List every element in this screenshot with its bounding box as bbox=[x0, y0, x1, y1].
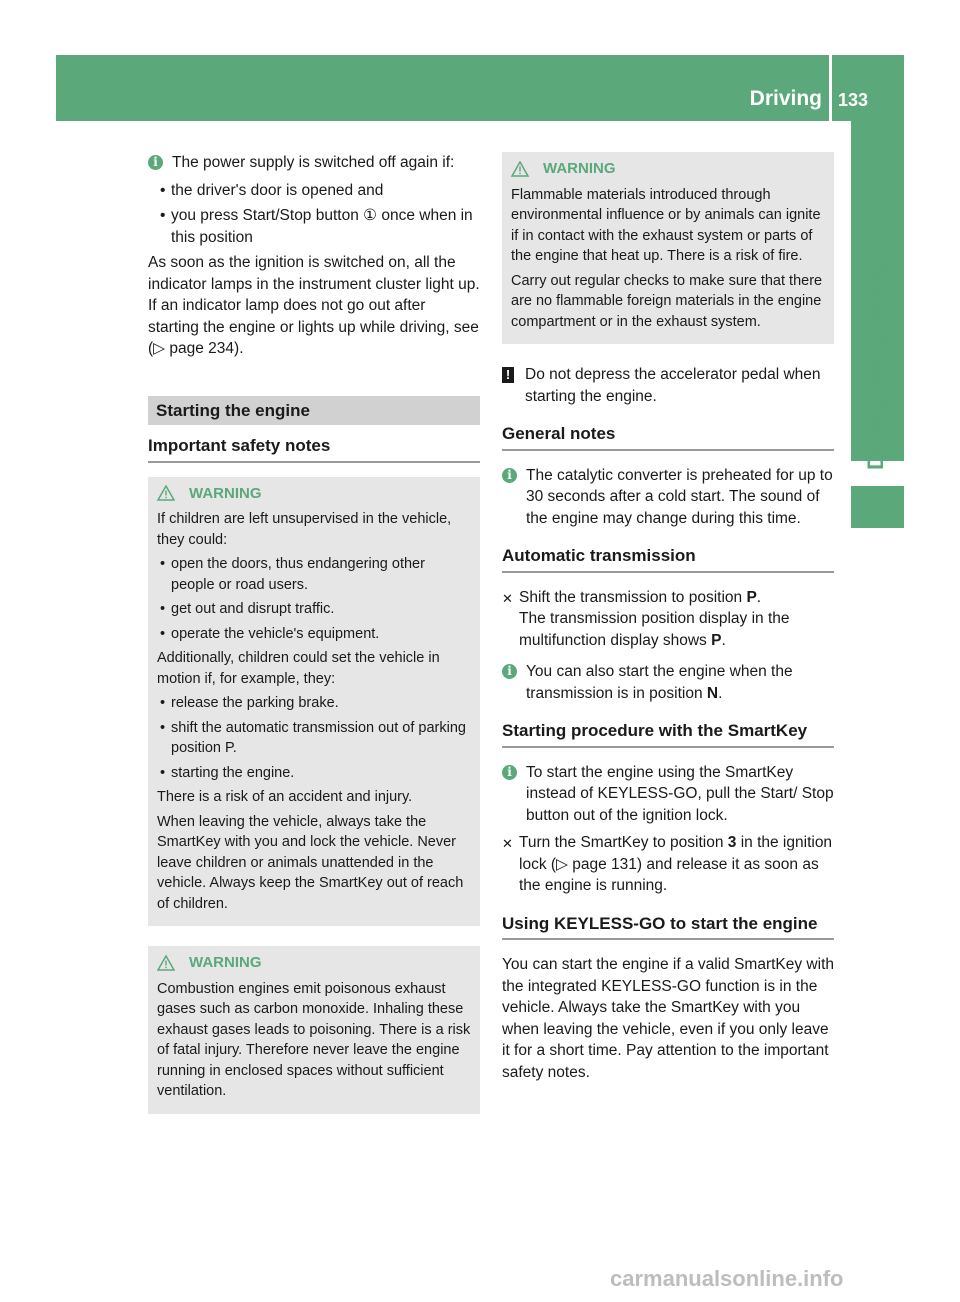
info-icon: i bbox=[502, 765, 517, 780]
caution-note bbox=[502, 364, 834, 407]
list-item: • shift the automatic transmission out of parking position P. bbox=[157, 718, 472, 759]
info-text: To start the engine using the SmartKey instead of KEYLESS-GO, pull the Start/ Stop button out of the ignition lock. bbox=[526, 763, 834, 824]
info-note bbox=[502, 762, 834, 827]
page-number: 133 bbox=[838, 90, 869, 110]
step-text: Shift the transmission to position P. The transmission position display in the multifunction display shows P. bbox=[519, 588, 790, 649]
bullet-list bbox=[148, 180, 480, 249]
chapter-marker-block bbox=[851, 486, 904, 528]
exclamation-icon: ! bbox=[502, 367, 514, 383]
warning-triangle-icon bbox=[157, 955, 175, 971]
info-icon: i bbox=[502, 664, 517, 679]
bullet-list bbox=[157, 554, 472, 644]
warning-triangle-icon bbox=[511, 161, 529, 177]
watermark: carmanualsonline.info bbox=[610, 1266, 844, 1291]
left-column bbox=[148, 152, 480, 1134]
info-note bbox=[502, 465, 834, 530]
subsection-heading: Using KEYLESS-GO to start the engine bbox=[502, 913, 834, 941]
list-item: • release the parking brake. bbox=[157, 693, 472, 714]
list-item: • you press Start/Stop button ① once when in this position bbox=[157, 205, 480, 248]
warning-text: Additionally, children could set the vehicle in motion if, for example, they: bbox=[157, 650, 440, 687]
info-text: You can also start the engine when the transmission is in position N. bbox=[526, 663, 793, 702]
warning-text: When leaving the vehicle, always take the SmartKey with you and lock the vehicle. Never leave children or animals unattended in the vehicle. Always keep the SmartKey out of reach of children. bbox=[157, 813, 464, 912]
subsection-heading: General notes bbox=[502, 423, 834, 451]
list-item: • starting the engine. bbox=[157, 763, 472, 784]
warning-box bbox=[502, 152, 834, 344]
warning-text: There is a risk of an accident and injury. bbox=[157, 789, 413, 805]
warning-text: Carry out regular checks to make sure that there are no flammable foreign materials in the engine compartment or in the exhaust system. bbox=[511, 272, 823, 330]
paragraph: As soon as the ignition is switched on, all the indicator lamps in the instrument cluster light up. If an indicator lamp does not go out after starting the engine or lights up while driving, see (▷ page 234). bbox=[148, 254, 480, 357]
list-item: • get out and disrupt traffic. bbox=[157, 599, 472, 620]
warning-triangle-icon bbox=[157, 485, 175, 501]
list-item: • operate the vehicle's equipment. bbox=[157, 624, 472, 645]
warning-title bbox=[511, 158, 826, 180]
info-note bbox=[502, 661, 834, 704]
info-icon: i bbox=[502, 468, 517, 483]
step-arrow-icon: ✕ bbox=[502, 590, 513, 606]
warning-text: Flammable materials introduced through environmental influence or by animals can ignite if in contact with the exhaust system or parts of the engine that heat up. There is a risk of fire. bbox=[511, 186, 821, 264]
subsection-heading: Automatic transmission bbox=[502, 545, 834, 573]
subsection-heading: Starting procedure with the SmartKey bbox=[502, 720, 834, 748]
list-item: • the driver's door is opened and bbox=[157, 180, 480, 202]
section-heading: Starting the engine bbox=[148, 396, 480, 426]
warning-title bbox=[157, 483, 472, 505]
warning-text: If children are left unsupervised in the vehicle, they could: bbox=[157, 511, 452, 548]
instruction-step bbox=[502, 832, 834, 897]
info-text: The catalytic converter is preheated for up to 30 seconds after a cold start. The sound of the engine may change during this time. bbox=[526, 466, 833, 527]
warning-text: Combustion engines emit poisonous exhaust gases such as carbon monoxide. Inhaling these exhaust gases leads to poisoning. There is a risk of fatal injury. Therefore never leave the engine running in enclosed spaces without sufficient ventilation. bbox=[157, 980, 471, 1099]
header-divider bbox=[829, 55, 832, 121]
caution-text: Do not depress the accelerator pedal when starting the engine. bbox=[525, 366, 821, 405]
info-text: The power supply is switched off again if: bbox=[172, 154, 455, 171]
warning-box bbox=[148, 477, 480, 927]
warning-label: WARNING bbox=[543, 160, 616, 177]
warning-label: WARNING bbox=[189, 954, 262, 971]
instruction-step bbox=[502, 587, 834, 652]
warning-box bbox=[148, 946, 480, 1114]
right-column bbox=[502, 152, 834, 1087]
step-arrow-icon: ✕ bbox=[502, 836, 513, 851]
list-item: • open the doors, thus endangering other people or road users. bbox=[157, 554, 472, 595]
running-header-title: Driving bbox=[749, 87, 822, 110]
warning-title bbox=[157, 952, 472, 974]
warning-label: WARNING bbox=[189, 484, 262, 502]
step-text: Turn the SmartKey to position 3 in the ignition lock (▷ page 131) and release it as soon as the engine is running. bbox=[519, 834, 833, 894]
info-note bbox=[148, 152, 480, 174]
subsection-heading: Important safety notes bbox=[148, 435, 480, 463]
info-icon: i bbox=[148, 155, 163, 170]
paragraph: You can start the engine if a valid SmartKey with the integrated KEYLESS-GO function is in the vehicle. Always take the SmartKey with you when leaving the vehicle, even if you only leave it for a short time. Pay attention to the important safety notes. bbox=[502, 956, 835, 1081]
bullet-list bbox=[157, 693, 472, 783]
